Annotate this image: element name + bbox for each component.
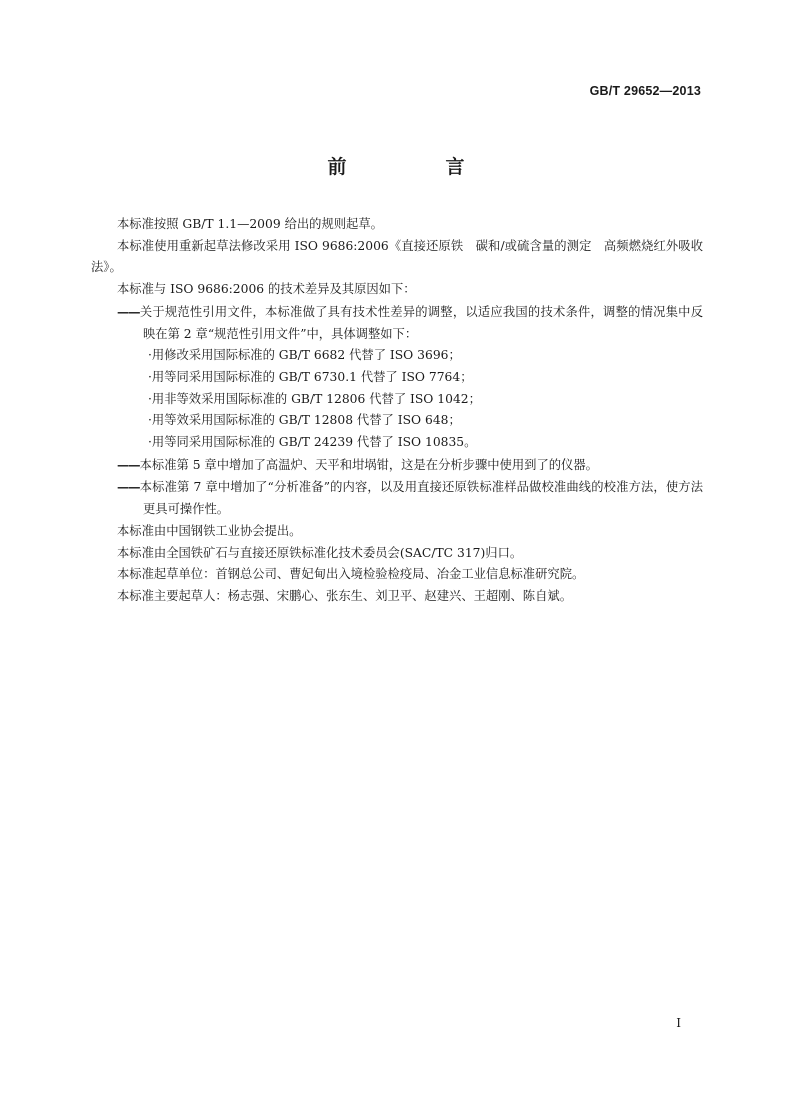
paragraph-drafting-rules: 本标准按照 GB/T 1.1—2009 给出的规则起草。 — [117, 217, 383, 231]
paragraph-committee: 本标准由全国铁矿石与直接还原铁标准化技术委员会(SAC/TC 317)归口。 — [117, 545, 523, 560]
dash-symbol: —— — [117, 479, 140, 495]
foreword-body — [91, 214, 703, 608]
paragraph-differences-intro: 本标准与 ISO 9686:2006 的技术差异及其原因如下： — [117, 282, 416, 297]
paragraph-adoption: 本标准使用重新起草法修改采用 ISO 9686:2006《直接还原铁 碳和/或硫含量的测定 高频燃烧红外吸收法》。 — [91, 238, 703, 275]
paragraph-drafters: 本标准主要起草人：杨志强、宋鹏心、张东生、刘卫平、赵建兴、王超刚、陈自斌。 — [117, 588, 572, 603]
dash-item-text: 本标准第 7 章中增加了“分析准备”的内容，以及用直接还原铁标准样品做校准曲线的校准方法，使方法更具可操作性。 — [139, 480, 703, 517]
standard-code: GB/T 29652—2013 — [589, 84, 701, 98]
bullet-item: ·用非等效采用国际标准的 GB/T 12806 代替了 ISO 1042； — [148, 391, 481, 406]
bullet-item: ·用等效采用国际标准的 GB/T 12808 代替了 ISO 648； — [148, 413, 461, 428]
bullet-item: ·用修改采用国际标准的 GB/T 6682 代替了 ISO 3696； — [148, 348, 461, 363]
dash-item-chapter5 — [91, 454, 703, 477]
page-number: I — [676, 1016, 681, 1030]
dash-symbol: —— — [117, 456, 140, 472]
bullet-item: ·用等同采用国际标准的 GB/T 6730.1 代替了 ISO 7764； — [148, 369, 473, 384]
dash-item-references — [91, 301, 703, 345]
dash-item-text: 本标准第 5 章中增加了高温炉、天平和坩埚钳，这是在分析步骤中使用到了的仪器。 — [139, 457, 598, 472]
paragraph-drafting-units: 本标准起草单位：首钢总公司、曹妃甸出入境检验检疫局、冶金工业信息标准研究院。 — [117, 567, 585, 582]
dash-symbol: —— — [117, 303, 140, 319]
page-title: 前 言 — [327, 156, 505, 178]
paragraph-proposer: 本标准由中国钢铁工业协会提出。 — [117, 523, 302, 538]
bullet-item: ·用等同采用国际标准的 GB/T 24239 代替了 ISO 10835。 — [148, 435, 477, 450]
dash-item-text: 关于规范性引用文件，本标准做了具有技术性差异的调整，以适应我国的技术条件，调整的情况集中反映在第 2 章“规范性引用文件”中，具体调整如下： — [139, 304, 703, 341]
dash-item-chapter7 — [91, 476, 703, 520]
